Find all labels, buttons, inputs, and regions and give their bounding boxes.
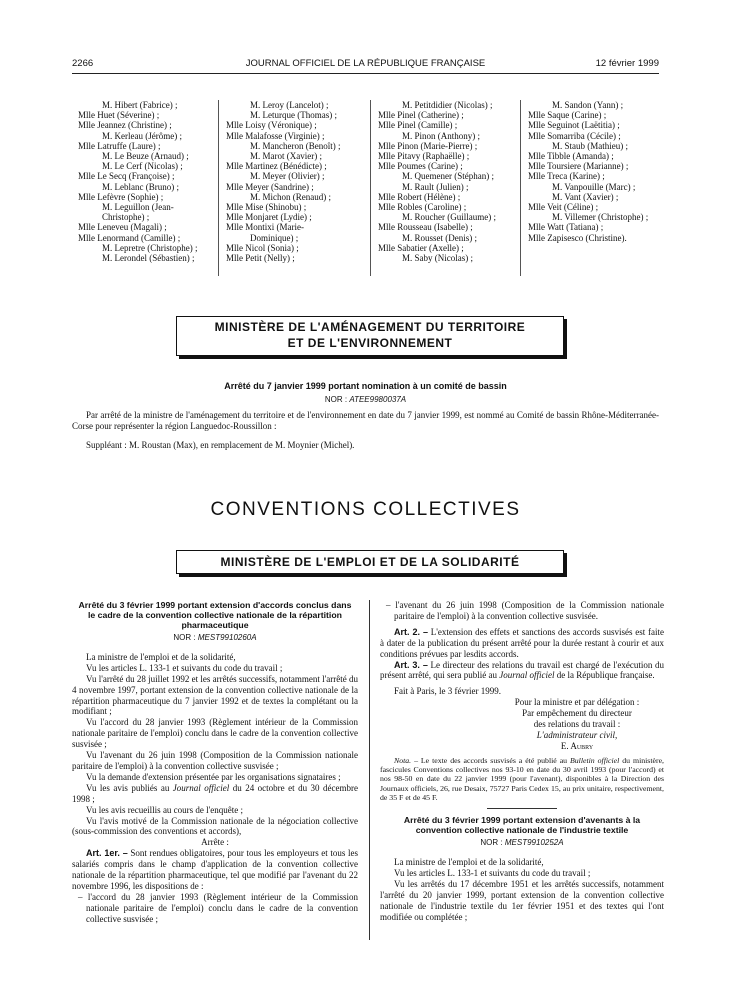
nominee-entry: M. Mancheron (Benoît) ; (250, 140, 341, 151)
signature-title: L'administrateur civil, (536, 729, 618, 740)
article-text-post: de la République française. (556, 670, 655, 681)
nominee-entry: M. Kerleau (Jérôme) ; (102, 130, 182, 141)
column-divider (218, 100, 219, 276)
nominee-entry: M. Staub (Mathieu) ; (552, 140, 628, 151)
arrete-2-article-3 (380, 660, 664, 682)
nominee-entry: Mlle Jeannez (Christine) ; (78, 120, 172, 131)
nominee-entry: M. Quemener (Stéphan) ; (402, 171, 494, 182)
nominee-entry: Mlle Pinel (Camille) ; (378, 120, 458, 131)
vu-jo-pre: Vu les avis publiés au (86, 782, 170, 793)
nominee-column-4 (528, 100, 668, 243)
nominee-entry: Mlle Veit (Céline) ; (528, 202, 599, 213)
column-divider (370, 100, 371, 276)
nominee-entry: Mlle Toursiere (Marianne) ; (528, 161, 629, 172)
nominee-entry: Mlle Poumes (Carine) ; (378, 161, 463, 172)
nominee-entry: Mlle Robert (Hélène) ; (378, 191, 461, 202)
arrete-2-nor (72, 633, 358, 644)
ministry-box-emploi: MINISTÈRE DE L'EMPLOI ET DE LA SOLIDARITÉ (176, 550, 564, 574)
arrete-2-intro: La ministre de l'emploi et de la solidarité, (86, 651, 236, 662)
nominee-entry: Mlle Petit (Nelly) ; (226, 253, 295, 264)
vu-jo-post: du 24 octobre et du 30 décembre 1998 ; (72, 782, 358, 804)
arrete-3-title: Arrêté du 3 février 1999 portant extension d'avenants à la convention collective nationale de l'industrie textile (403, 815, 641, 836)
nominee-entry: M. Vanpouille (Marc) ; (552, 181, 636, 192)
nor-label: NOR : (173, 633, 196, 642)
nominee-entry: M. Leblanc (Bruno) ; (102, 181, 179, 192)
section-title: CONVENTIONS COLLECTIVES (210, 499, 521, 520)
nominee-entry: Mlle Malafosse (Virginie) ; (226, 130, 325, 141)
nominee-entry: Mlle Huet (Séverine) ; (78, 110, 160, 121)
signature-line: des relations du travail : (533, 719, 621, 730)
page-number: 2266 (72, 58, 94, 69)
nominee-entry: Mlle Mise (Shinobu) ; (226, 202, 307, 213)
nominee-entry: M. Hibert (Fabrice) ; (102, 100, 178, 110)
nominee-entry: M. Rault (Julien) ; (402, 181, 469, 192)
arrete-2-vu: Vu l'avenant du 26 juin 1998 (Composition de la Commission nationale paritaire de l'emploi) à la convention collective susvisée ; (72, 750, 358, 771)
nominee-entry: Mlle Treca (Karine) ; (528, 171, 605, 182)
nominee-entry: Mlle Rousseau (Isabelle) ; (378, 222, 473, 233)
nominee-entry: Mlle Loisy (Véronique) ; (226, 120, 317, 131)
nominee-column-3 (378, 100, 518, 263)
article-text-italic: Journal officiel (499, 670, 555, 681)
arrete-1-body: Par arrêté de la ministre de l'aménagement du territoire et de l'environnement en date du 7 janvier 1999, est nommé au Comité de bassin Rhône-Méditerranée-Corse pour représenter la région Languedoc-Roussillon : (72, 410, 659, 432)
nominee-list (78, 100, 668, 280)
nor-label: NOR : (480, 838, 503, 848)
nominee-entry: M. Roucher (Guillaume) ; (402, 212, 496, 223)
nominee-entry: M. Leguillon (Jean- (102, 202, 174, 213)
article-text: L'extension des effets et sanctions des accords susvisés est faite à dater de la publication du présent arrêté pour la durée restant à courir et aux conditions prévues par lesdits accords. (380, 626, 664, 659)
nota-pre: Le texte des accords susvisés a été publié au (420, 755, 568, 765)
nota-post: du ministère, fascicules Conventions collectives nos 93-10 en date du 30 avril 1993 (pour l'accord) et nos 98-50 en date du 22 janvier 1999 (pour l'avenant), disponibles à la Direction des Journaux officiels, 26, rue Desaix, 75727 Paris Cedex 15, au prix unitaire, respectivement, de 35 F et de 45 F. (380, 755, 664, 802)
ministry-box-amenagement (176, 316, 564, 356)
nominee-entry: M. Lepretre (Christophe) ; (102, 242, 198, 253)
nominee-entry: Mlle Lenormand (Camille) ; (78, 232, 181, 243)
column-divider (369, 600, 370, 940)
arrete-3-nor (380, 838, 664, 849)
ministry-line-2: ET DE L'ENVIRONNEMENT (287, 336, 453, 350)
separator-rule (487, 808, 557, 809)
nominee-entry: M. Sandon (Yann) ; (552, 100, 624, 110)
nominee-entry: M. Rousset (Denis) ; (402, 232, 477, 243)
nominee-entry: Mlle Martinez (Bénédicte) ; (226, 161, 327, 172)
arrete-3-vu: Vu les articles L. 133-1 et suivants du code du travail ; (394, 868, 591, 879)
arrete-2-arrete-word: Arrête : (201, 837, 229, 848)
nominee-entry: M. Marot (Xavier) ; (250, 151, 322, 162)
page-header (72, 58, 659, 72)
nominee-entry: Mlle Somarriba (Cécile) ; (528, 130, 621, 141)
nominee-entry: Mlle Montixi (Marie- (226, 222, 304, 233)
article-text: Sont rendues obligatoires, pour tous les employeurs et tous les salariés compris dans le champ d'application de la convention collective nationale de la répartition pharmaceutique, tel que modifié par l'avenant du 22 novembre 1996, les dispositions de : (72, 848, 358, 891)
nominee-entry: M. Saby (Nicolas) ; (402, 253, 473, 264)
arrete-2-vu: Vu les avis recueillis au cours de l'enquête ; (86, 804, 244, 815)
arrete-2-nota (380, 756, 664, 802)
nominee-entry: M. Michon (Renaud) ; (250, 191, 331, 202)
nominee-entry: Mlle Monjaret (Lydie) ; (226, 212, 312, 223)
nominee-entry: Mlle Pinel (Catherine) ; (378, 110, 464, 121)
arrete-1-nor (0, 395, 731, 404)
nominee-entry: M. Vant (Xavier) ; (552, 191, 619, 202)
vu-jo-italic: Journal officiel (172, 782, 230, 793)
article-label: Art. 1er. – (86, 848, 128, 859)
nominee-entry: Mlle Robles (Caroline) ; (378, 202, 467, 213)
nominee-entry: Mlle Tibble (Amanda) ; (528, 151, 614, 162)
nominee-entry: M. Leturque (Thomas) ; (250, 110, 337, 121)
nominee-entry: M. Lerondel (Sébastien) ; (102, 253, 195, 264)
nominee-entry: Mlle Saque (Carine) ; (528, 110, 607, 121)
header-rule (72, 73, 659, 74)
nominee-entry: M. Leroy (Lancelot) ; (250, 100, 329, 110)
nominee-column-1 (78, 100, 218, 263)
signature-name: E. Aubry (560, 740, 594, 751)
arrete-2-fait: Fait à Paris, le 3 février 1999. (394, 686, 501, 697)
nor-label: NOR : (324, 395, 348, 404)
arrete-2-vu: Vu l'arrêté du 28 juillet 1992 et les arrêtés successifs, notamment l'arrêté du 4 novembre 1997, portant extension de la convention collective nationale de la répartition pharmaceutique du 7 janvier 1992 et de textes la complétant ou la modifiant ; (72, 673, 358, 717)
nominee-column-2 (226, 100, 366, 263)
nominee-entry: Mlle Nicol (Sonia) ; (226, 242, 299, 253)
nominee-entry: M. Petitdidier (Nicolas) ; (402, 100, 493, 110)
nominee-entry: Mlle Sabatier (Axelle) ; (378, 242, 464, 253)
signature-line: Par empêchement du directeur (522, 708, 632, 719)
nominee-entry: M. Pinon (Anthony) ; (402, 130, 481, 141)
arrete-3-vu: Vu les arrêtés du 17 décembre 1951 et les arrêtés successifs, notamment l'arrêté du 20 janvier 1999, portant extension de la convention collective nationale de l'industrie textile du 1er février 1951 et des textes qui l'ont modifiée ou complétée ; (380, 878, 664, 922)
ministry-line-1: MINISTÈRE DE L'AMÉNAGEMENT DU TERRITOIRE (214, 320, 526, 334)
arrete-3-intro: La ministre de l'emploi et de la solidarité, (394, 857, 544, 868)
nominee-entry: M. Le Cerf (Nicolas) ; (102, 161, 183, 172)
nota-label: Nota. – (394, 755, 418, 765)
nota-italic: Bulletin officiel (570, 755, 620, 765)
nominee-entry: Mlle Zapisesco (Christine). (528, 232, 627, 243)
arrete-2-vu: Vu les articles L. 133-1 et suivants du code du travail ; (86, 662, 283, 673)
article-label: Art. 3. – (394, 659, 428, 670)
arrete-2-vu: Vu l'accord du 28 janvier 1993 (Règlement intérieur de la Commission nationale paritaire de l'emploi) conclu dans le cadre de la convention collective susvisée ; (72, 717, 358, 750)
nominee-entry: Mlle Pinon (Marie-Pierre) ; (378, 140, 478, 151)
left-column (72, 600, 358, 925)
nominee-entry: Mlle Le Secq (Françoise) ; (78, 171, 175, 182)
signature-line: Pour la ministre et par délégation : (514, 697, 640, 708)
nominee-entry: Mlle Latruffe (Laure) ; (78, 140, 161, 151)
nominee-entry: Mlle Seguinot (Laëtitia) ; (528, 120, 620, 131)
nominee-entry: Mlle Leneveu (Magali) ; (78, 222, 167, 233)
nominee-entry: Mlle Watt (Tatiana) ; (528, 222, 604, 233)
nor-value: MEST9910252A (504, 838, 564, 848)
nominee-entry: Mlle Pitavy (Raphaëlle) ; (378, 151, 470, 162)
issue-date: 12 février 1999 (595, 58, 659, 69)
right-column (380, 600, 664, 923)
nominee-entry: M. Meyer (Olivier) ; (250, 171, 325, 182)
arrete-2-vu: Vu la demande d'extension présentée par les organisations signataires ; (86, 771, 341, 782)
nominee-entry: M. Le Beuze (Arnaud) ; (102, 151, 189, 162)
column-divider (520, 100, 521, 276)
journal-title: JOURNAL OFFICIEL DE LA RÉPUBLIQUE FRANÇAISE (245, 58, 486, 69)
arrete-2-article-1 (72, 848, 358, 892)
arrete-2-vu: Vu l'avis motivé de la Commission nationale de la négociation collective (sous-commission des conventions et accords), (72, 815, 358, 837)
nor-value: ATEE9980037A (349, 395, 407, 404)
nominee-entry: Christophe) ; (102, 212, 150, 223)
nominee-entry: Dominique) ; (250, 232, 299, 243)
arrete-1-suppleant: Suppléant : M. Roustan (Max), en remplacement de M. Moynier (Michel). (86, 440, 355, 450)
nominee-entry: Mlle Lefèvre (Sophie) ; (78, 191, 164, 202)
article-1-item: – l'avenant du 26 juin 1998 (Composition de la Commission nationale paritaire de l'emploi) à la convention collective susvisée. (386, 600, 664, 621)
nominee-entry: Mlle Meyer (Sandrine) ; (226, 181, 314, 192)
arrete-2-title: Arrêté du 3 février 1999 portant extension d'accords conclus dans le cadre de la convention collective nationale de la répartition pharmaceutique (78, 600, 352, 630)
article-label: Art. 2. – (394, 626, 429, 637)
article-1-item: – l'accord du 28 janvier 1993 (Règlement intérieur de la Commission nationale paritaire de l'emploi) conclu dans le cadre de la convention collective susvisée ; (78, 891, 358, 924)
arrete-2-article-2 (380, 627, 664, 660)
arrete-1-title: Arrêté du 7 janvier 1999 portant nomination à un comité de bassin (224, 381, 507, 391)
nor-value: MEST9910260A (197, 633, 257, 642)
arrete-2-vu-jo (72, 783, 358, 805)
nominee-entry: M. Villemer (Christophe) ; (552, 212, 649, 223)
article-text-pre: Le directeur des relations du travail est chargé de l'exécution du présent arrêté, qui sera publié au (380, 659, 665, 681)
